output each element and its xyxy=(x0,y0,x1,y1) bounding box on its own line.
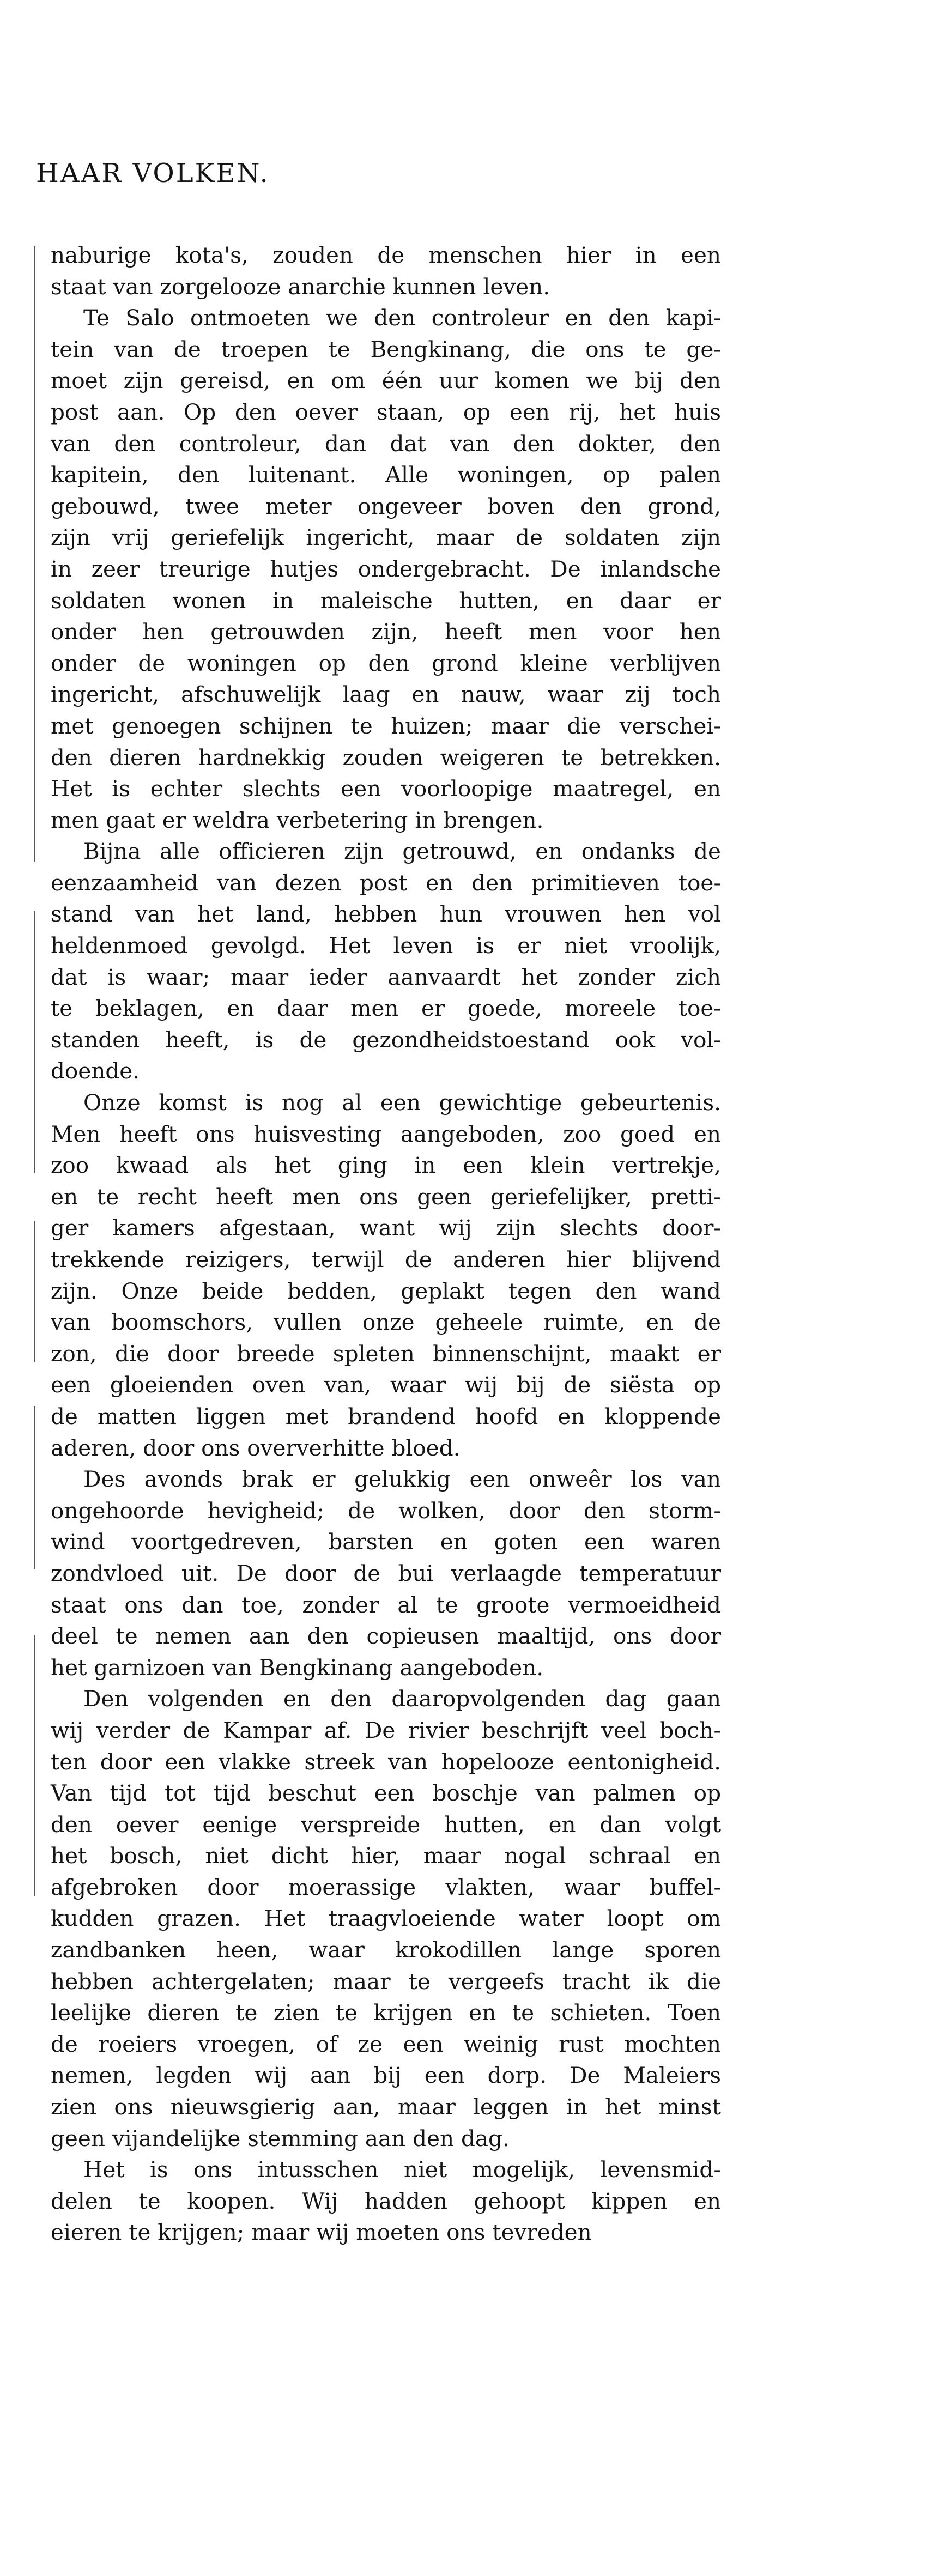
text-line: ongehoorde hevigheid; de wolken, door den storm- xyxy=(51,1497,721,1524)
text-line: Men heeft ons huisvesting aangeboden, zoo goed en xyxy=(51,1120,721,1147)
text-line: Des avonds brak er gelukkig een onweêr los van xyxy=(83,1466,721,1493)
text-line: zoo kwaad als het ging in een klein vertrekje, xyxy=(51,1152,721,1179)
text-line: men gaat er weldra verbetering in brengen. xyxy=(51,807,544,833)
text-line: zijn vrij geriefelijk ingericht, maar de soldaten zijn xyxy=(51,524,721,551)
text-line: trekkende reizigers, terwijl de anderen hier blijvend xyxy=(51,1246,721,1272)
text-line: te beklagen, en daar men er goede, moreele toe- xyxy=(51,995,721,1022)
text-line: zijn. Onze beide bedden, geplakt tegen den wand xyxy=(51,1277,721,1304)
text-line: zandbanken heen, waar krokodillen lange sporen xyxy=(51,1937,721,1963)
text-line: tein van de troepen te Bengkinang, die ons te ge- xyxy=(51,336,721,362)
text-line: zien ons nieuwsgierig aan, maar leggen in het minst xyxy=(51,2094,721,2120)
paragraph xyxy=(51,302,721,836)
text-line: heldenmoed gevolgd. Het leven is er niet vroolijk, xyxy=(51,932,721,959)
text-line: het garnizoen van Bengkinang aangeboden. xyxy=(51,1654,544,1681)
text-line: zon, die door breede spleten binnenschijnt, maakt er xyxy=(51,1340,721,1367)
text-line: doende. xyxy=(51,1058,140,1084)
text-line: stand van het land, hebben hun vrouwen hen vol xyxy=(51,901,721,928)
text-line: geen vijandelijke stemming aan den dag. xyxy=(51,2125,510,2151)
text-line: afgebroken door moerassige vlakten, waar buffel- xyxy=(51,1874,721,1900)
margin-rule xyxy=(34,1635,35,1896)
text-line: met genoegen schijnen te huizen; maar die verschei- xyxy=(51,712,721,739)
text-line: den dieren hardnekkig zouden weigeren te betrekken. xyxy=(51,744,721,771)
margin-rule xyxy=(34,246,35,862)
text-line: van den controleur, dan dat van den dokter, den xyxy=(51,430,721,457)
text-line: eieren te krijgen; maar wij moeten ons tevreden xyxy=(51,2219,592,2246)
text-line: van boomschors, vullen onze geheele ruimte, en de xyxy=(51,1309,721,1336)
text-line: moet zijn gereisd, en om één uur komen we bij den xyxy=(51,367,721,394)
margin-rule xyxy=(34,911,35,1173)
text-line: kapitein, den luitenant. Alle woningen, op palen xyxy=(51,462,721,488)
body-text xyxy=(51,240,721,2248)
paragraph xyxy=(51,1683,721,2154)
text-line: deel te nemen aan den copieusen maaltijd, ons door xyxy=(51,1623,721,1650)
text-line: nemen, legden wij aan bij een dorp. De Maleiers xyxy=(51,2062,721,2089)
text-line: hebben achtergelaten; maar te vergeefs tracht ik die xyxy=(51,1968,721,1995)
text-line: aderen, door ons oververhitte bloed. xyxy=(51,1434,461,1461)
text-line: leelijke dieren te zien te krijgen en te schieten. Toen xyxy=(51,1999,721,2026)
text-line: wind voortgedreven, barsten en goten een waren xyxy=(51,1529,721,1555)
paragraph xyxy=(51,240,721,302)
text-line: Het is echter slechts een voorloopige maatregel, en xyxy=(51,775,721,802)
text-line: het bosch, niet dicht hier, maar nogal schraal en xyxy=(51,1842,721,1869)
text-line: ger kamers afgestaan, want wij zijn slechts door- xyxy=(51,1215,721,1241)
text-line: delen te koopen. Wij hadden gehoopt kippen en xyxy=(51,2187,721,2214)
text-line: onder hen getrouwden zijn, heeft men voor hen xyxy=(51,619,721,645)
text-line: en te recht heeft men ons geen geriefelijker, pretti- xyxy=(51,1183,721,1210)
text-line: Van tijd tot tijd beschut een boschje van palmen op xyxy=(51,1780,721,1807)
paragraph xyxy=(51,836,721,1087)
paragraph xyxy=(51,1087,721,1464)
text-line: dat is waar; maar ieder aanvaardt het zonder zich xyxy=(51,963,721,990)
text-line: naburige kota's, zouden de menschen hier in een xyxy=(51,242,721,268)
text-line: den oever eenige verspreide hutten, en dan volgt xyxy=(51,1811,721,1838)
paragraph xyxy=(51,1464,721,1683)
text-line: kudden grazen. Het traagvloeiende water loopt om xyxy=(51,1905,721,1932)
text-line: soldaten wonen in maleische hutten, en daar er xyxy=(51,587,721,614)
margin-rule xyxy=(34,1406,35,1569)
text-line: Den volgenden en den daaropvolgenden dag gaan xyxy=(83,1686,721,1712)
text-line: eenzaamheid van dezen post en den primitieven toe- xyxy=(51,869,721,896)
text-line: zondvloed uit. De door de bui verlaagde temperatuur xyxy=(51,1560,721,1586)
text-line: staat ons dan toe, zonder al te groote vermoeidheid xyxy=(51,1591,721,1618)
running-title: HAAR VOLKEN. xyxy=(36,158,270,189)
text-line: wij verder de Kampar af. De rivier beschrijft veel boch- xyxy=(51,1717,721,1743)
text-line: in zeer treurige hutjes ondergebracht. De inlandsche xyxy=(51,555,721,582)
text-line: een gloeienden oven van, waar wij bij de siësta op xyxy=(51,1372,721,1398)
text-line: de roeiers vroegen, of ze een weinig rust mochten xyxy=(51,2031,721,2057)
text-line: ingericht, afschuwelijk laag en nauw, waar zij toch xyxy=(51,681,721,708)
paragraph xyxy=(51,2154,721,2248)
text-line: post aan. Op den oever staan, op een rij, het huis xyxy=(51,398,721,425)
text-line: onder de woningen op den grond kleine verblijven xyxy=(51,650,721,676)
text-line: de matten liggen met brandend hoofd en kloppende xyxy=(51,1403,721,1429)
margin-rule xyxy=(34,1221,35,1362)
text-line: standen heeft, is de gezondheidstoestand ook vol- xyxy=(51,1026,721,1053)
text-line: ten door een vlakke streek van hopelooze eentonigheid. xyxy=(51,1748,721,1775)
text-line: gebouwd, twee meter ongeveer boven den grond, xyxy=(51,493,721,519)
text-line: staat van zorgelooze anarchie kunnen leven. xyxy=(51,273,550,300)
text-line: Bijna alle officieren zijn getrouwd, en ondanks de xyxy=(83,838,721,865)
text-line: Het is ons intusschen niet mogelijk, levensmid- xyxy=(83,2156,721,2183)
text-line: Te Salo ontmoeten we den controleur en den kapi- xyxy=(83,305,721,331)
text-line: Onze komst is nog al een gewichtige gebeurtenis. xyxy=(83,1089,721,1116)
